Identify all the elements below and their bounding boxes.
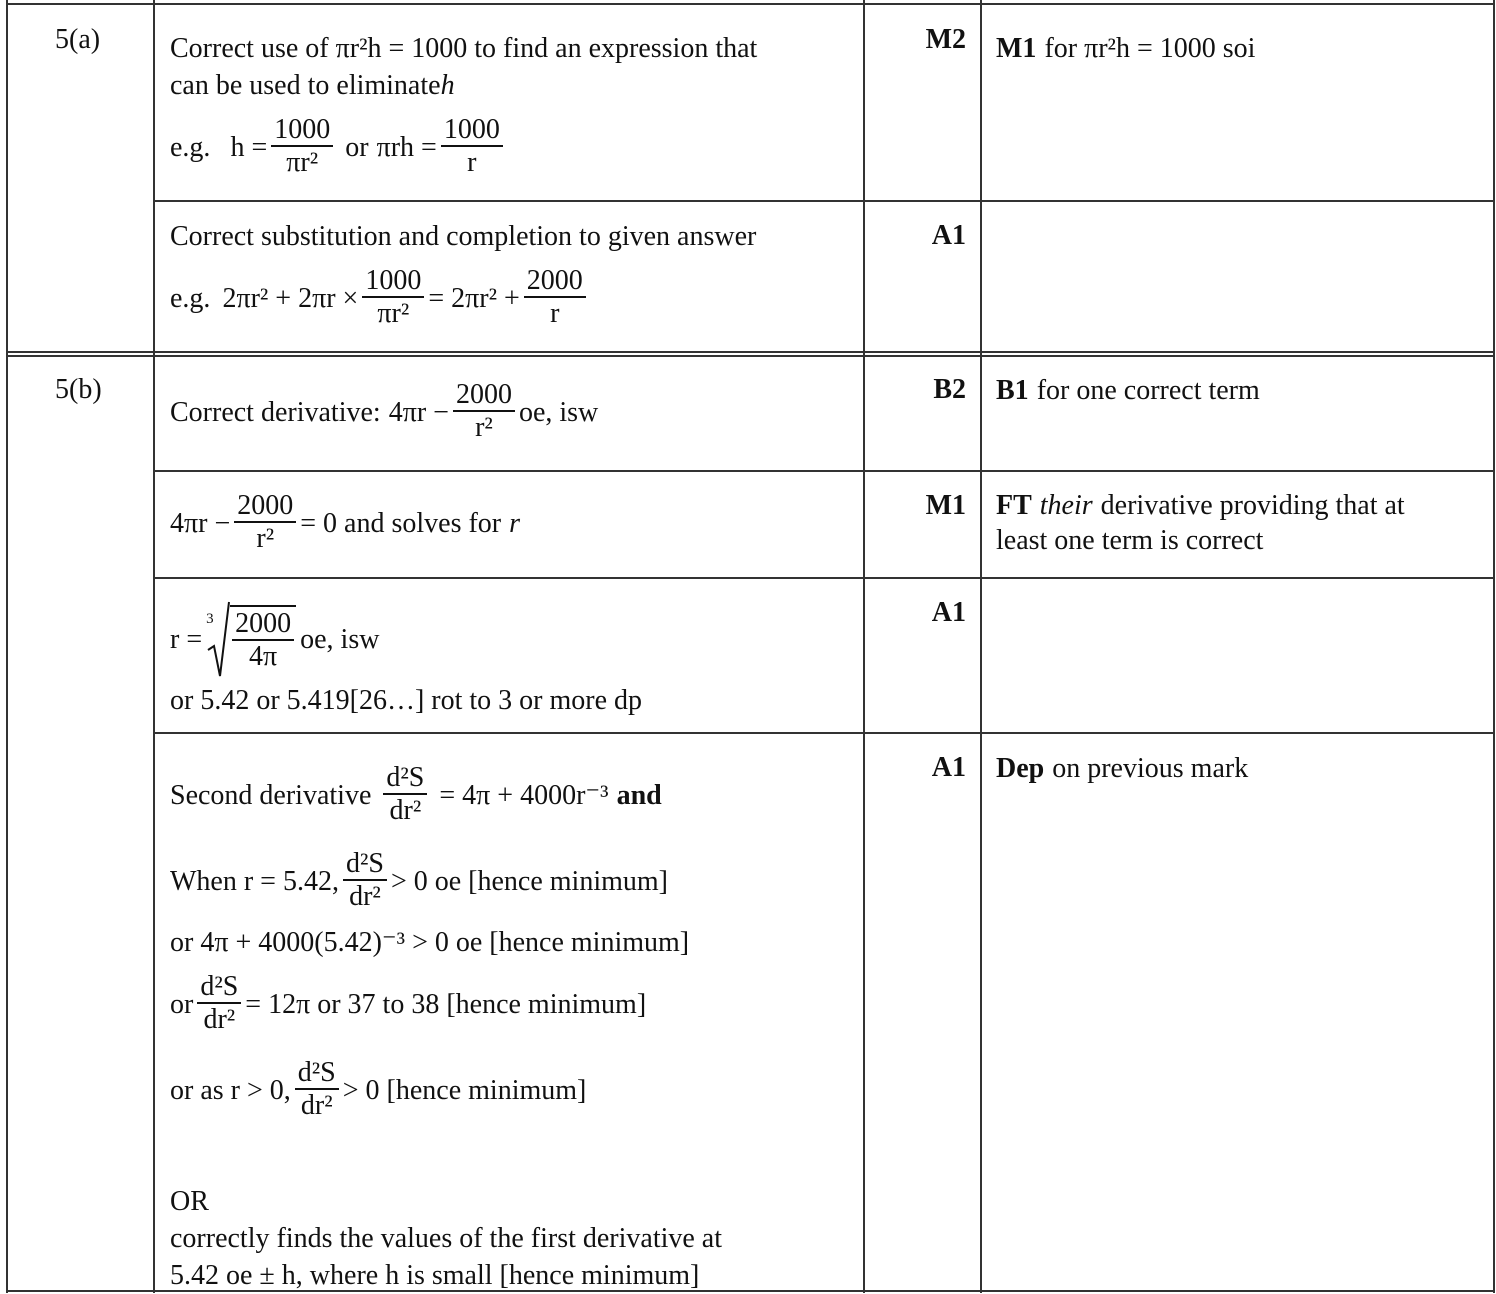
variable: r <box>509 507 521 539</box>
fraction <box>234 491 296 555</box>
answer-text: Correct use of πr²h = 1000 to find an expression that <box>170 33 758 64</box>
guidance-cell <box>996 30 1255 67</box>
fraction-numerator: 2000 <box>524 266 586 297</box>
column-border <box>863 0 865 1293</box>
answer-line <box>170 1257 722 1294</box>
fraction <box>271 115 333 179</box>
equation-part: h = <box>230 131 268 163</box>
fraction-numerator: d²S <box>197 972 241 1003</box>
answer-text: oe, isw <box>518 396 599 428</box>
answer-text: > 0 [hence minimum] <box>342 1074 587 1106</box>
fraction-numerator: 2000 <box>234 491 296 522</box>
answer-line <box>170 104 757 190</box>
guidance-cell <box>996 372 1260 409</box>
equation-part: = 4π + 4000r⁻³ <box>439 779 609 811</box>
fraction <box>441 115 503 179</box>
fraction-denominator: πr² <box>286 146 319 178</box>
fraction-numerator: 1000 <box>271 115 333 146</box>
connector-word: or <box>345 131 369 163</box>
row-border <box>154 732 1495 734</box>
derivative-fraction <box>383 763 427 827</box>
fraction-denominator: r <box>467 146 477 178</box>
answer-cell <box>170 752 722 1294</box>
answer-text: Correct substitution and completion to given answer <box>170 221 757 252</box>
answer-text: can be used to eliminate <box>170 70 441 101</box>
fraction-numerator: 2000 <box>232 609 294 640</box>
answer-text: 5.42 oe ± h, where h is small [hence minimum] <box>170 1260 700 1291</box>
answer-text: correctly finds the values of the first derivative at <box>170 1223 723 1254</box>
answer-line <box>170 369 598 455</box>
guidance-line <box>996 488 1405 523</box>
fraction-denominator: r <box>550 297 560 329</box>
guidance-line <box>996 750 1248 787</box>
answer-text: Second derivative <box>170 779 372 811</box>
guidance-line <box>996 372 1260 409</box>
mark-code: A1 <box>931 220 966 251</box>
guidance-code: FT <box>996 490 1032 521</box>
answer-line <box>170 480 520 566</box>
row-border <box>154 200 1495 202</box>
guidance-text: derivative providing that at <box>1100 490 1405 521</box>
answer-line <box>170 218 756 255</box>
fraction-denominator: r² <box>475 411 493 443</box>
answer-cell <box>170 30 757 190</box>
answer-cell <box>170 596 642 719</box>
guidance-text: least one term is correct <box>996 525 1264 556</box>
question-number: 5(b) <box>55 374 102 405</box>
cube-root <box>206 600 296 678</box>
answer-text: > 0 oe [hence minimum] <box>390 865 668 897</box>
row-border-top <box>6 3 1495 5</box>
fraction <box>524 266 586 330</box>
guidance-code: M1 <box>996 33 1037 64</box>
mark-code: M2 <box>925 24 966 55</box>
column-border <box>1493 0 1495 1293</box>
answer-line <box>170 752 722 838</box>
answer-text: = 0 and solves for <box>300 507 502 539</box>
answer-cell <box>170 480 520 566</box>
guidance-text: for πr²h = 1000 soi <box>1044 33 1256 64</box>
bold-word: and <box>616 779 662 811</box>
radicand <box>230 605 296 673</box>
fraction-denominator: dr² <box>389 794 422 826</box>
answer-text: or 4π + 4000(5.42)⁻³ > 0 oe [hence minimum] <box>170 927 690 958</box>
guidance-text: for one correct term <box>1036 375 1260 406</box>
fraction <box>453 380 515 444</box>
answer-line <box>170 838 722 924</box>
guidance-cell <box>996 488 1405 558</box>
variable: h <box>440 70 455 101</box>
row-border <box>6 351 1495 353</box>
fraction-denominator: dr² <box>203 1003 236 1035</box>
fraction-denominator: r² <box>256 522 275 554</box>
answer-line <box>170 596 642 682</box>
answer-cell <box>170 369 598 455</box>
or-word: OR <box>170 1186 209 1217</box>
guidance-line <box>996 523 1405 558</box>
derivative-fraction <box>343 849 387 913</box>
answer-text: = 12π or 37 to 38 [hence minimum] <box>245 988 647 1020</box>
equation-part: 4πr − <box>388 396 449 428</box>
answer-line <box>170 961 722 1047</box>
guidance-code: B1 <box>996 375 1029 406</box>
equation-part: r = <box>170 623 203 655</box>
guidance-code: Dep <box>996 753 1045 784</box>
fraction-numerator: d²S <box>383 763 427 794</box>
answer-line <box>170 1183 722 1220</box>
derivative-fraction <box>197 972 241 1036</box>
fraction-numerator: 1000 <box>441 115 503 146</box>
fraction-numerator: 2000 <box>453 380 515 411</box>
row-border <box>154 577 1495 579</box>
equation-part: 2πr² + 2πr × <box>222 282 359 314</box>
fraction-denominator: 4π <box>249 640 278 672</box>
answer-line <box>170 1047 722 1133</box>
fraction <box>232 609 294 673</box>
eg-label: e.g. <box>170 282 211 314</box>
column-border <box>153 0 155 1293</box>
fraction-numerator: 1000 <box>362 266 424 297</box>
answer-cell <box>170 218 756 341</box>
guidance-text: on previous mark <box>1052 753 1249 784</box>
mark-code: A1 <box>931 752 966 783</box>
answer-line <box>170 924 722 961</box>
answer-line <box>170 30 757 67</box>
answer-text: oe, isw <box>300 623 380 655</box>
column-border <box>6 0 8 1293</box>
mark-code: B2 <box>933 374 966 405</box>
equation-part: 4πr − <box>170 507 231 539</box>
guidance-cell <box>996 750 1248 787</box>
equation-part: = 2πr² + <box>428 282 520 314</box>
answer-text: Correct derivative: <box>170 396 381 428</box>
fraction-numerator: d²S <box>343 849 387 880</box>
answer-text: or <box>170 988 194 1020</box>
question-number: 5(a) <box>55 24 101 55</box>
mark-code: M1 <box>925 490 966 521</box>
answer-text: or 5.42 or 5.419[26…] rot to 3 or more dp <box>170 685 643 716</box>
guidance-line <box>996 30 1255 67</box>
answer-text: or as r > 0, <box>170 1074 291 1106</box>
fraction-denominator: πr² <box>377 297 410 329</box>
root-index: 3 <box>206 611 214 627</box>
row-border <box>6 355 1495 357</box>
guidance-emphasis: their <box>1039 490 1093 521</box>
answer-line <box>170 1220 722 1257</box>
fraction <box>362 266 424 330</box>
answer-line <box>170 682 642 719</box>
fraction-denominator: dr² <box>349 880 381 912</box>
fraction-denominator: dr² <box>300 1089 333 1121</box>
answer-line <box>170 67 757 104</box>
eg-label: e.g. <box>170 131 211 163</box>
derivative-fraction <box>295 1058 339 1122</box>
answer-text: When r = 5.42, <box>170 865 339 897</box>
fraction-numerator: d²S <box>295 1058 339 1089</box>
row-border <box>154 470 1495 472</box>
answer-line <box>170 255 756 341</box>
column-border <box>980 0 982 1293</box>
radical-sign <box>206 600 230 678</box>
mark-code: A1 <box>931 597 966 628</box>
equation-part: πrh = <box>376 131 437 163</box>
